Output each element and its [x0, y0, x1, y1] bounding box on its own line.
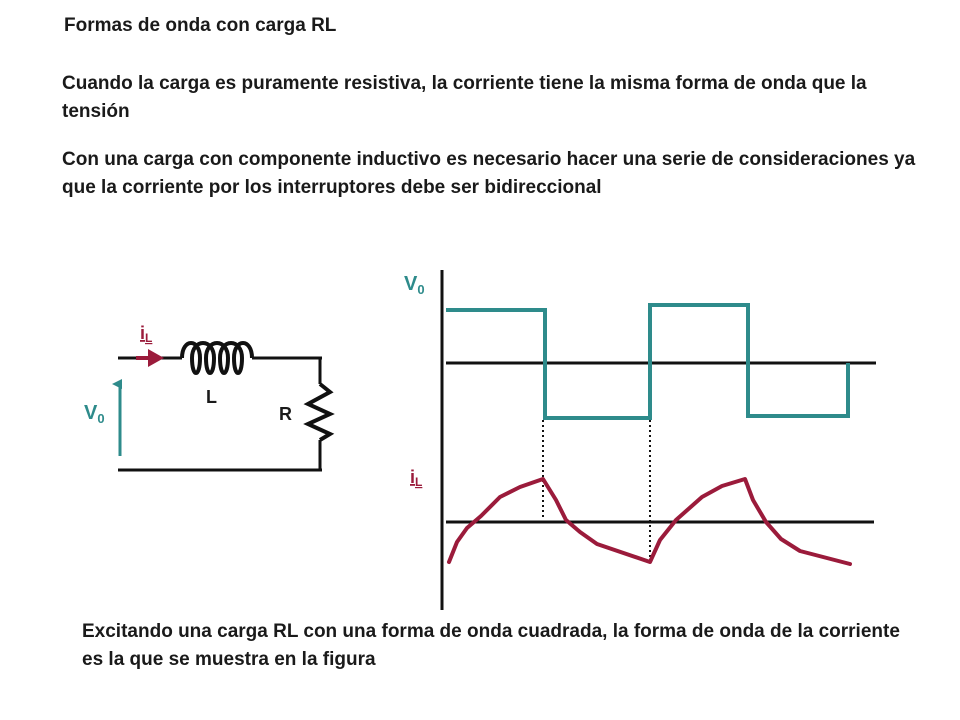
waveform-plot: [404, 270, 876, 610]
plot-voltage-label: $V_0$: [404, 273, 425, 297]
plot-current-label: iL: [410, 467, 423, 489]
page-title: Formas de onda con carga RL: [64, 15, 337, 36]
resistor-zigzag: [308, 384, 330, 440]
inductor-label: L: [206, 387, 217, 407]
paragraph-inductive-load: Con una carga con componente inductivo es necesario hacer una serie de consideraciones ya que la corriente por los interruptores debe ser bidireccional: [62, 149, 916, 198]
circuit-voltage-label: $V_0$: [84, 402, 105, 426]
rl-circuit: [84, 323, 330, 470]
resistor-label: R: [279, 404, 292, 424]
paragraph-resistive-load: Cuando la carga es puramente resistiva, la corriente tiene la misma forma de onda que la tensión: [62, 73, 867, 122]
inductor-coil: [182, 343, 252, 373]
paragraph-figure-caption: Excitando una carga RL con una forma de onda cuadrada, la forma de onda de la corriente es la que se muestra en la figura: [82, 621, 900, 670]
current-arrow-head: [148, 349, 164, 367]
circuit-current-label: iL: [140, 323, 153, 345]
